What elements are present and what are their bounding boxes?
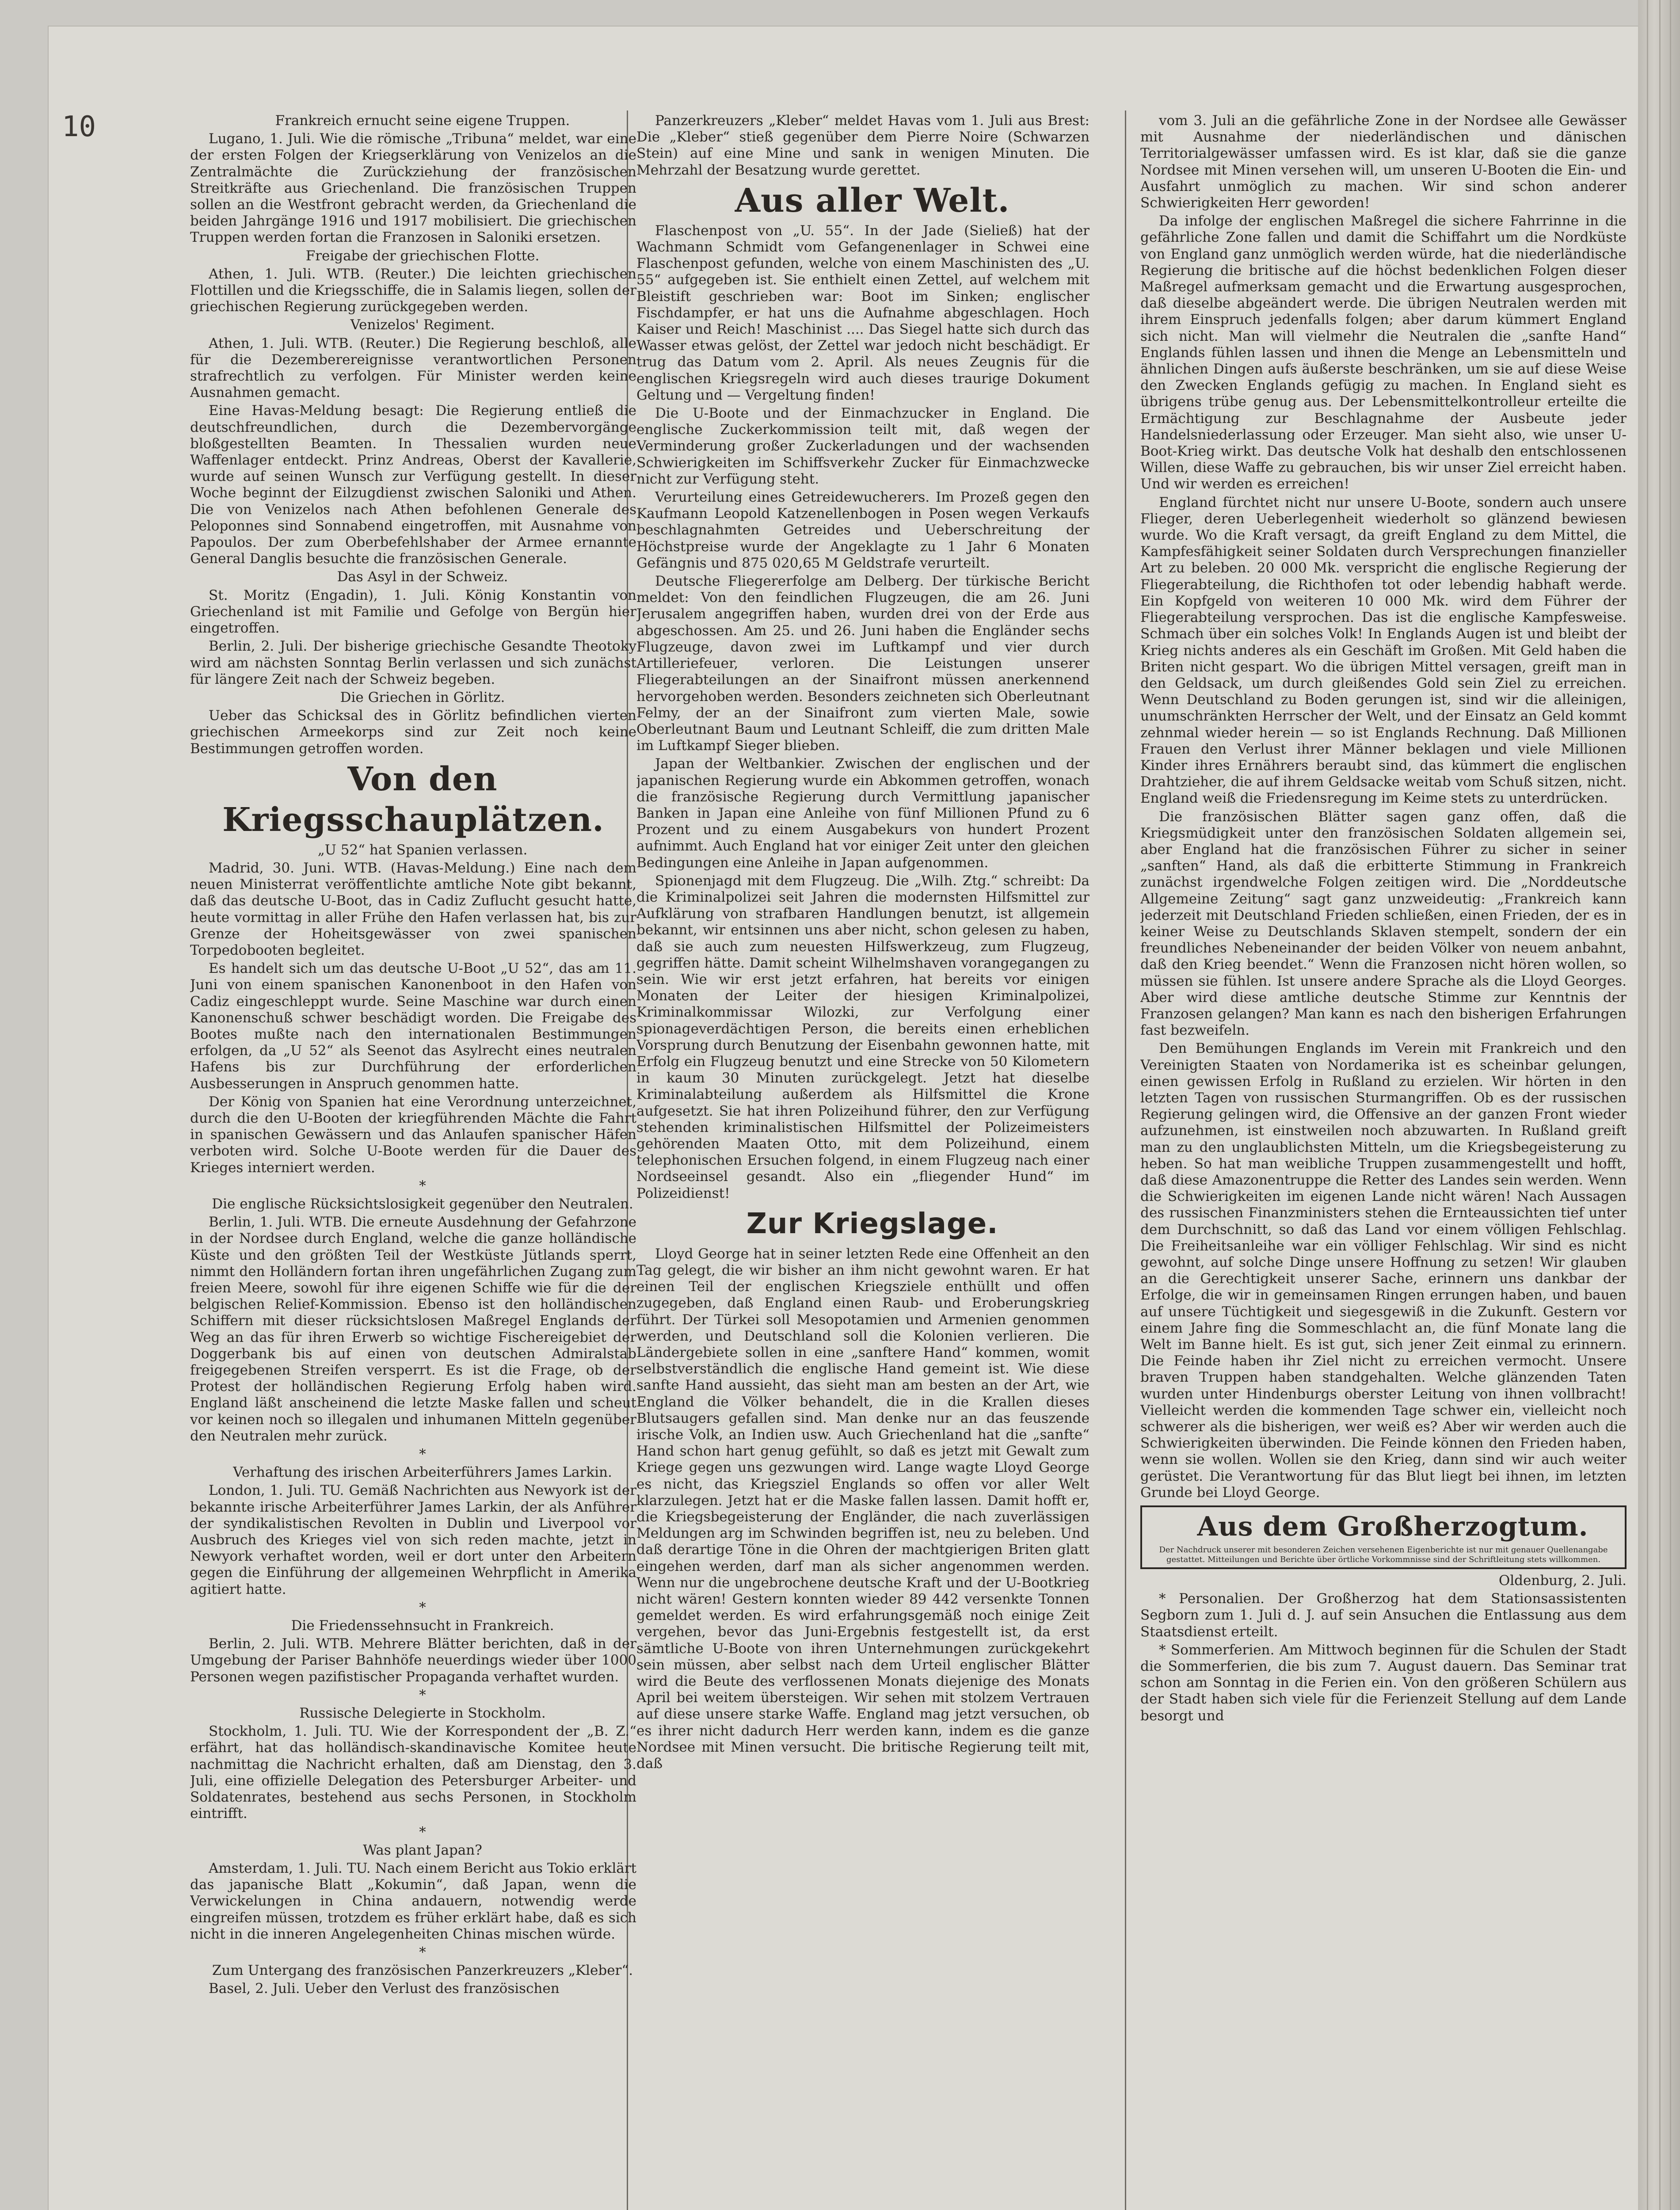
headline-kriegsschauplaetze: Von den Kriegsschauplätzen. [222,760,604,839]
article-paragraph: Athen, 1. Juli. WTB. (Reuter.) Die Regierung beschloß, alle für die Dezemberereignisse verantwortlichen Personen strafrechtlich zu verfolgen. Für Minister werden keine Ausnahmen gemacht. [190,335,636,401]
section-heading: Die Friedenssehnsucht in Frankreich. [291,1618,554,1634]
section-box-grossherzogtum [1140,1505,1627,1569]
headline-aus-aller-welt: Aus aller Welt. [735,181,1010,220]
article-paragraph: London, 1. Juli. TU. Gemäß Nachrichten aus Newyork ist der bekannte irische Arbeiterführer James Larkin, der als Anführer der syndikalistischen Revolten in Dublin und Liverpool vor Ausbruch des Krieges viel von sich reden machte, jetzt in Newyork verhaftet worden, weil er dort unter den Arbeitern gegen die Einführung der allgemeinen Wehrpflicht in Amerika agitiert hatte. [190,1482,636,1597]
article-paragraph: Berlin, 2. Juli. WTB. Mehrere Blätter berichten, daß in der Umgebung der Pariser Bahnhöfe neuerdings wieder über 1000 Personen wegen pazifistischer Propaganda verhaftet wurden. [190,1636,636,1685]
article-paragraph: Eine Havas-Meldung besagt: Die Regierung entließ die deutschfreundlichen, durch die Dezembervorgänge bloßgestellten Beamten. In Thessalien wurden neue Waffenlager entdeckt. Prinz Andreas, Oberst der Kavallerie, wurde auf seinen Wunsch zur Verfügung gestellt. In dieser Woche beginnt der Eilzugdienst zwischen Saloniki und Athen. Die von Venizelos nach Athen befohlenen Generale des Peloponnes sind Sonnabend eingetroffen, mit Ausnahme von Papoulos. Der zum Oberbefehlshaber der Armee ernannte General Danglis besuchte die französischen Generale. [190,403,636,567]
separator-star: * [419,1599,426,1616]
article-paragraph: vom 3. Juli an die gefährliche Zone in der Nordsee alle Gewässer mit Ausnahme der niederländischen und dänischen Territorialgewässer umfassen wird. Es ist klar, daß sie die ganze Nordsee mit Minen versehen will, um unseren U-Booten die Ein- und Ausfahrt unmöglich zu machen. Wir sind schon anderer Schwierigkeiten Herr geworden! [1140,113,1627,211]
article-paragraph: Der König von Spanien hat eine Verordnung unterzeichnet, durch die den U-Booten der kriegführenden Mächte die Fahrt in spanischen Gewässern und das Anlaufen spanischer Häfen verboten wird. Solche U-Boote werden für die Dauer des Krieges interniert werden. [190,1094,636,1176]
separator-star: * [419,1824,426,1840]
edge-line [1659,0,1661,2210]
article-paragraph: Berlin, 1. Juli. WTB. Die erneute Ausdehnung der Gefahrzone in der Nordsee durch England, welche die ganze holländische Küste und den größten Teil der Westküste Jütlands sperrt, nimmt den Holländern fortan ihren ungefährlichen Zugang zum freien Meere, sowohl für ihre eigenen Schiffe wie für die der belgischen Relief-Kommission. Ebenso ist den holländischen Schiffern mit dieser rücksichtslosen Maßregel Englands der Weg an das für ihren Erwerb so wichtige Fischereigebiet der Doggerbank bis auf einen von deutschen Admiralstab freigegebenen Streifen versperrt. Es ist die Frage, ob der Protest der holländischen Regierung Erfolg haben wird. England läßt anscheinend die letzte Maske fallen und scheut vor keinen noch so illegalen und inhumanen Mitteln gegenüber den Neutralen mehr zurück. [190,1214,636,1444]
article-paragraph: * Personalien. Der Großherzog hat dem Stationsassistenten Segborn zum 1. Juli d. J. auf sein Ansuchen die Entlassung aus dem Staatsdienst erteilt. [1140,1591,1627,1640]
column-1 [190,113,636,2210]
article-paragraph: Flaschenpost von „U. 55“. In der Jade (Sieließ) hat der Wachmann Schmidt vom Gefangenenlager in Schwei eine Flaschenpost gefunden, welche von einem Maschinisten des „U. 55“ aufgegeben ist. Sie enthielt einen Zettel, auf welchem mit Bleistift geschrieben war: Boot im Sinken; englischer Fischdampfer, er hat uns die Aufnahme abgeschlagen. Hoch Kaiser und Reich! Maschinist .... Das Siegel hatte sich durch das Wasser etwas gelöst, der Zettel war jedoch nicht beschädigt. Er trug das Datum vom 2. April. Als neues Zeugnis für die englischen Kriegsregeln wird auch dieses traurige Dokument Geltung und — Vergeltung finden! [636,222,1090,403]
column-rule [1125,110,1126,2210]
article-paragraph: * Sommerferien. Am Mittwoch beginnen für die Schulen der Stadt die Sommerferien, die bis zum 7. August dauern. Das Seminar trat schon am Sonntag in die Ferien ein. Von den größeren Schülern aus der Stadt haben sich viele für die Ferienzeit Stellung auf dem Lande besorgt und [1140,1642,1627,1724]
separator-star: * [419,1446,426,1463]
article-paragraph: Die U-Boote und der Einmachzucker in England. Die englische Zuckerkommission teilt mit, daß wegen der Verminderung großer Zuckerladungen und der wachsenden Schwierigkeiten im Schiffsverkehr Zucker für Einmachzwecke nicht zur Verfügung steht. [636,405,1090,487]
section-heading: Frankreich ernucht seine eigene Truppen. [275,113,570,129]
column-3 [1140,113,1627,2210]
article-paragraph: Spionenjagd mit dem Flugzeug. Die „Wilh. Ztg.“ schreibt: Da die Kriminalpolizei seit Jahren die modernsten Hilfsmittel zur Aufklärung von strafbaren Handlungen benutzt, ist allgemein bekannt, wir entsinnen uns aber nicht, schon gelesen zu haben, daß sie auch zum neuesten Hilfswerkzeug, zum Flugzeug, gegriffen hätte. Damit scheint Wilhelmshaven vorangegangen zu sein. Wie wir erst jetzt erfahren, hat bereits vor einigen Monaten der Leiter der hiesigen Kriminalpolizei, Kriminalkommissar Wilozki, zur Verfolgung einer spionageverdächtigen Person, die bereits einen erheblichen Vorsprung durch Benutzung der Eisenbahn gewonnen hatte, mit Erfolg ein Flugzeug benutzt und eine Strecke von 50 Kilometern in kaum 30 Minuten zurückgelegt. Jetzt hat dieselbe Kriminalabteilung außerdem als Hilfsmittel die Krone aufgesetzt. Sie hat ihren Polizeihund führer, den zur Verfügung stehenden kriminalistischen Hilfsmittel der Polizeimeisters gehörenden Maaten Otto, mit dem Polizeihund, einem telephonischen Ersuchen folgend, in einem Flugzeug nach einer Nordseeinsel gesandt. Also ein „fliegender Hund“ im Polizeidienst! [636,873,1090,1201]
article-paragraph: Deutsche Fliegererfolge am Delberg. Der türkische Bericht meldet: Von den feindlichen Flugzeugen, die am 26. Juni Jerusalem angegriffen haben, wurden drei von der Erde aus abgeschossen. Am 25. und 26. Juni haben die Engländer sechs Flugzeuge, davon zwei im Luftkampf und vier durch Artilleriefeuer, verloren. Die Leistungen unserer Fliegerabteilungen an der Sinaifront müssen anerkennend hervorgehoben werden. Besonders zeichneten sich Oberleutnant Felmy, der an der Sinaifront zum vierten Male, sowie Oberleutnant Baum und Leutnant Schleiff, die zum dritten Male im Luftkampf Sieger blieben. [636,573,1090,754]
separator-star: * [419,1687,426,1703]
article-paragraph: Ueber das Schicksal des in Görlitz befindlichen vierten griechischen Armeekorps sind zur Zeit noch keine Bestimmungen getroffen worden. [190,708,636,757]
article-paragraph: Verurteilung eines Getreidewucherers. Im Prozeß gegen den Kaufmann Leopold Katzenellenbogen in Posen wegen Verkaufs beschlagnahmten Getreides und Ueberschreitung der Höchstpreise wurde der Angeklagte zu 1 Jahr 6 Monaten Gefängnis und 875 020,65 M Geldstrafe verurteilt. [636,489,1090,571]
article-paragraph: Lugano, 1. Juli. Wie die römische „Tribuna“ meldet, war eine der ersten Folgen der Kriegserklärung von Venizelos an die Zentralmächte die Zurückziehung der französischen Streitkräfte aus Griechenland. Die französischen Truppen sollen an die Westfront gebracht werden, da Griechenland die beiden Jahrgänge 1916 und 1917 mobilisiert. Die griechischen Truppen werden fortan die Franzosen in Saloniki ersetzen. [190,131,636,246]
headline-zur-kriegslage: Zur Kriegslage. [746,1207,998,1240]
article-paragraph: Athen, 1. Juli. WTB. (Reuter.) Die leichten griechischen Flottillen und die Kriegsschiffe, die in Salamis liegen, sollen der griechischen Regierung zurückgegeben werden. [190,266,636,315]
article-paragraph: Basel, 2. Juli. Ueber den Verlust des französischen [209,1981,560,1997]
section-heading: Was plant Japan? [363,1842,482,1858]
dateline: Oldenburg, 2. Juli. [1498,1573,1627,1589]
article-paragraph: Da infolge der englischen Maßregel die sichere Fahrrinne in die gefährliche Zone fallen und damit die Schiffahrt um die Nordküste von England ganz unmöglich werden würde, hat die niederländische Regierung die britische auf die höchst bedenklichen Folgen dieser Maßregel aufmerksam gemacht und die Erwartung ausgesprochen, daß dieselbe abgeändert werde. Die übrigen Neutralen werden mit ihrem Einspruch jedenfalls folgen; aber darum kümmert England sich nicht. Man will vielmehr die Neutralen die „sanfte Hand“ Englands fühlen lassen und ihnen die Menge an Lebensmitteln und ähnlichen Dingen aufs äußerste beschränken, um sie auf diese Weise den Zwecken Englands gefügig zu machen. In England sieht es übrigens trübe genug aus. Der Lebensmittelkontrolleur erteilte die Ermächtigung zur Beschlagnahme der Ausbeute jeder Handelsniederlassung oder Erzeuger. Man sieht also, wie unser U-Boot-Krieg wirkt. Das deutsche Volk hat deshalb den entschlossenen Willen, diese Waffe zu gebrauchen, bis wir unser Ziel erreicht haben. Und wir werden es erreichen! [1140,213,1627,492]
reprint-note: Der Nachdruck unserer mit besonderen Zeichen versehenen Eigenberichte ist nur mit genauer Quellenangabe gestattet. Mitteilungen und Berichte über örtliche Vorkommnisse sind der Schriftleitung stets willkommen. [1159,1545,1608,1565]
headline-grossherzogtum: Aus dem Großherzogtum. [1197,1511,1589,1543]
article-paragraph: Den Bemühungen Englands im Verein mit Frankreich und den Vereinigten Staaten von Nordamerika ist es scheinbar gelungen, einen gewissen Erfolg in Rußland zu erzielen. Wir hörten in den letzten Tagen von russischen Sturmangriffen. Ob es der russischen Regierung gelingen wird, die Offensive an der ganzen Front wieder aufzunehmen, ist einstweilen noch abzuwarten. In Rußland greift man zu den unglaublichsten Mitteln, um die Kriegsbegeisterung zu heben. So hat man weibliche Truppen zusammengestellt und hofft, daß diese Amazonentruppe die Retter des Landes sein werden. Wenn die Schwierigkeiten im eigenen Lande nicht wären! Nach Aussagen des russischen Finanzministers stehen die Ernteaussichten tief unter dem Durchschnitt, so daß das Land vor einem völligen Fehlschlag. Die Freiheitsanleihe war ein völliger Fehlschlag. Wir sind es nicht gewohnt, auf solche Dinge unsere Hoffnung zu setzen! Wir glauben an die Gerechtigkeit unserer Sache, erinnern uns dankbar der Erfolge, die wir in gemeinsamen Ringen errungen haben, und bauen auf unsere Tüchtigkeit und siegesgewiß in die Zukunft. Gestern vor einem Jahre fing die Sommeschlacht an, die fünf Monate lang die Welt im Banne hielt. Es ist gut, sich jener Zeit einmal zu erinnern. Die Feinde haben ihr Ziel nicht zu erreichen vermocht. Unsere braven Truppen haben standgehalten. Welche glänzenden Taten wurden unter Hindenburgs oberster Leitung von ihnen vollbracht! Vielleicht werden die kommenden Tage schwer ein, vielleicht noch schwerer als die bisherigen, wer weiß es? Aber wir werden auch die Schwierigkeiten überwinden. Die Feinde können den Frieden haben, wenn sie wollen. Wollen sie den Krieg, dann sind wir auch weiter gerüstet. Die Verantwortung für das Blut liegt bei ihnen, im letzten Grunde bei Lloyd George. [1140,1040,1627,1501]
section-heading: Die englische Rücksichtslosigkeit gegenüber den Neutralen. [212,1196,633,1212]
page-edge [1638,0,1680,2210]
article-paragraph: Japan der Weltbankier. Zwischen der englischen und der japanischen Regierung wurde ein Abkommen getroffen, wonach die französische Regierung durch Vermittlung japanischer Banken in Japan eine Anleihe von fünf Millionen Pfund zu 6 Prozent und zu einem Ausgabekurs von hundert Prozent aufnimmt. Auch England hat vor einiger Zeit unter den gleichen Bedingungen eine Anleihe in Japan aufgenommen. [636,756,1090,871]
section-heading: Verhaftung des irischen Arbeiterführers James Larkin. [233,1464,612,1481]
article-paragraph: Die französischen Blätter sagen ganz offen, daß die Kriegsmüdigkeit unter den französischen Soldaten allgemein sei, aber England hat die französischen Führer zu sicher in seiner „sanften“ Hand, als daß die erbitterte Stimmung in Frankreich zunächst irgendwelche Folgen zeitigen wird. Die „Norddeutsche Allgemeine Zeitung“ sagt ganz unzweideutig: „Frankreich kann jederzeit mit Deutschland Frieden schließen, einen Frieden, der es in keiner Weise zu Deutschlands Sklaven stempelt, sondern der ein freundliches Nebeneinander der beiden Völker von neuem anbahnt, daß den Krieg beendet.“ Wenn die Franzosen nicht hören wollen, so müssen sie fühlen. Ist unsere andere Sprache als die Lloyd Georges. Aber wird diese amtliche deutsche Stimme zur Kenntnis der Franzosen gelangen? Man kann es nach den bisherigen Erfahrungen fast bezweifeln. [1140,808,1627,1039]
section-heading: „U 52“ hat Spanien verlassen. [317,842,528,858]
article-paragraph: Amsterdam, 1. Juli. TU. Nach einem Bericht aus Tokio erklärt das japanische Blatt „Kokumin“, daß Japan, wenn die Verwickelungen in China andauern, notwendig werde eingreifen müssen, trotzdem es früher erklärt habe, daß es sich nicht in die inneren Angelegenheiten Chinas mischen würde. [190,1860,636,1942]
section-heading: Freigabe der griechischen Flotte. [305,248,540,264]
section-heading: Das Asyl in der Schweiz. [337,569,508,585]
column-2 [636,113,1090,2210]
edge-line [1670,0,1671,2210]
section-heading: Russische Delegierte in Stockholm. [299,1705,546,1722]
page-number: 10 [62,110,96,143]
section-heading: Die Griechen in Görlitz. [340,689,505,705]
article-paragraph: Panzerkreuzers „Kleber“ meldet Havas vom 1. Juli aus Brest: Die „Kleber“ stieß gegenüber dem Pierre Noire (Schwarzen Stein) auf eine Mine und sank in wenigen Minuten. Die Mehrzahl der Besatzung wurde gerettet. [636,113,1090,178]
separator-star: * [419,1944,426,1960]
separator-star: * [419,1177,426,1194]
article-paragraph: Lloyd George hat in seiner letzten Rede eine Offenheit an den Tag gelegt, die wir bisher an ihm nicht gewohnt waren. Er hat einen Teil der englischen Kriegsziele enthüllt und offen zugegeben, daß England einen Raub- und Eroberungskrieg führt. Der Türkei soll Mesopotamien und Armenien genommen werden, und Deutschland soll die Kolonien verlieren. Die Ländergebiete sollen in eine „sanftere Hand“ kommen, womit selbstverständlich die englische Hand gemeint ist. Wie diese sanfte Hand aussieht, das sieht man am besten an der Art, wie England die Völker behandelt, die in die Krallen dieses Blutsaugers gefallen sind. Man denke nur an das feuszende irische Volk, an Indien usw. Auch Griechenland hat die „sanfte“ Hand schon hart genug gefühlt, so daß es jetzt mit Gewalt zum Kriege gegen uns gezwungen wird. Lange wagte Lloyd George es nicht, das Kriegsziel Englands so offen vor aller Welt klarzulegen. Jetzt hat er die Maske fallen lassen. Damit hofft er, die Kriegsbegeisterung der Engländer, die nach zuverlässigen Meldungen arg im Schwinden begriffen ist, neu zu beleben. Und daß derartige Töne in die Ohren der machtgierigen Briten glatt eingehen werden, darf man als sicher angenommen werden. Wenn nur die ungebrochene deutsche Kraft und der U-Bootkrieg nicht wären! Gestern konnten wieder 89 442 versenkte Tonnen gemeldet werden. Es wird erfahrungsgemäß noch einige Zeit vergehen, bevor das Juni-Ergebnis festgestellt ist, da erst sämtliche U-Boote von ihren Unternehmungen zurückgekehrt sein müssen, aber selbst nach dem Urteil englischer Blätter wird die Beute des verflossenen Monats diejenige des Monats April bei weitem übersteigen. Wir sehen mit stolzem Vertrauen auf diese unsere starke Waffe. England mag jetzt versuchen, ob es ihrer nicht dadurch Herr werden kann, indem es die ganze Nordsee mit Minen versucht. Die britische Regierung teilt mit, daß [636,1246,1090,1772]
article-paragraph: Es handelt sich um das deutsche U-Boot „U 52“, das am 11. Juni von einem spanischen Kanonenboot in den Hafen von Cadiz eingeschleppt wurde. Seine Maschine war durch einen Kanonenschuß schwer beschädigt worden. Die Freigabe des Bootes mußte nach den internationalen Bestimmungen erfolgen, da „U 52“ als Seenot das Asylrecht eines neutralen Hafens bis zur Durchführung der erforderlichen Ausbesserungen in Anspruch genommen hatte. [190,960,636,1092]
article-paragraph: Madrid, 30. Juni. WTB. (Havas-Meldung.) Eine nach dem neuen Ministerrat veröffentlichte amtliche Note gibt bekannt, daß das deutsche U-Boot, das in Cadiz Zuflucht gesucht hatte, heute vormittag in aller Frühe den Hafen verlassen hat, bis zur Grenze der Hoheitsgewässer von zwei spanischen Torpedobooten begleitet. [190,860,636,958]
section-heading: Zum Untergang des französischen Panzerkreuzers „Kleber“. [212,1962,633,1979]
section-heading: Venizelos' Regiment. [350,317,495,333]
edge-line [1647,0,1648,2210]
article-paragraph: England fürchtet nicht nur unsere U-Boote, sondern auch unsere Flieger, deren Ueberlegenheit wiederholt so glänzend bewiesen wurde. Wo die Kraft versagt, da greift England zu dem Mittel, die Kampfesfähigkeit seiner Soldaten durch Versprechungen finanzieller Art zu beleben. 20 000 Mk. verspricht die englische Regierung der Fliegerabteilung, die Richthofen tot oder lebendig habhaft werde. Ein Kopfgeld von weiteren 10 000 Mk. wird dem Führer der Fliegerabteilung versprochen. Das ist die englische Kampfesweise. Schmach über ein solches Volk! In Englands Augen ist und bleibt der Krieg nichts anderes als ein Geschäft im Großen. Mit Geld haben die Briten nicht gespart. Wo die übrigen Mittel versagen, greift man in den Geldsack, um durch gleißendes Gold sein Ziel zu erreichen. Wenn Deutschland zu Boden gerungen ist, sind wir die alleinigen, unumschränkten Herrscher der Welt, und der Einsatz an Geld kommt zehnmal wieder herein — so ist Englands Rechnung. Daß Millionen Frauen den Verlust ihrer Männer beklagen und viele Millionen Kinder ihres Ernährers beraubt sind, das kümmert die englischen Drahtzieher, die auf ihrem Geldsacke weitab vom Schuß sitzen, nicht. England weiß die Friedensregung im Keime stets zu unterdrücken. [1140,494,1627,807]
article-paragraph: Berlin, 2. Juli. Der bisherige griechische Gesandte Theotoky wird am nächsten Sonntag Berlin verlassen und sich zunächst für längere Zeit nach der Schweiz begeben. [190,638,636,687]
article-paragraph: St. Moritz (Engadin), 1. Juli. König Konstantin von Griechenland ist mit Familie und Gefolge von Bergün hier eingetroffen. [190,587,636,636]
article-paragraph: Stockholm, 1. Juli. TU. Wie der Korrespondent der „B. Z.“ erfährt, hat das holländisch-skandinavische Komitee heute nachmittag die Nachricht erhalten, daß am Dienstag, den 3. Juli, eine offizielle Delegation des Petersburger Arbeiter- und Soldatenrates, bestehend aus sechs Personen, in Stockholm eintrifft. [190,1723,636,1822]
